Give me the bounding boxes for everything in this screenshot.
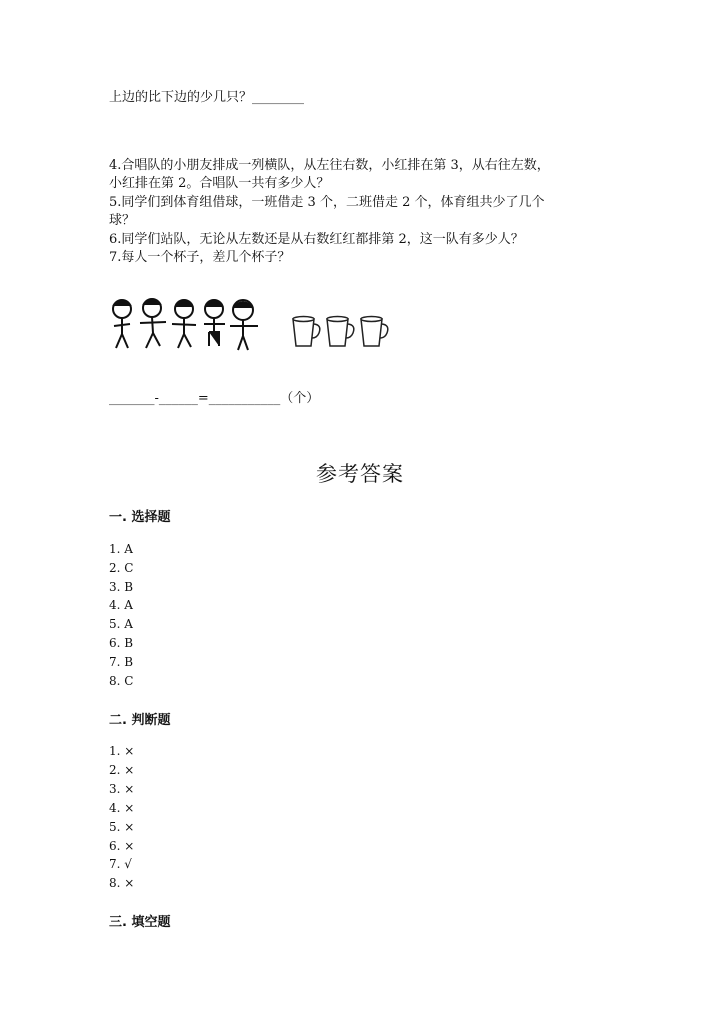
child-figure xyxy=(140,299,166,348)
section-2-heading: 二. 判断题 xyxy=(109,713,171,728)
answer-item: 6. B xyxy=(109,636,134,650)
answer-item: 3. × xyxy=(109,782,135,796)
answer-item: 4. × xyxy=(109,801,135,815)
answer-item: 7. B xyxy=(109,655,134,669)
question-5-line-1: 5.同学们到体育组借球，一班借走 3 个，二班借走 2 个，体育组共少了几个 xyxy=(109,195,545,210)
child-figure xyxy=(230,300,258,350)
answer-item: 7. √ xyxy=(109,857,132,871)
section-3-heading: 三. 填空题 xyxy=(109,915,171,930)
answer-item: 5. A xyxy=(109,617,133,631)
cup xyxy=(327,317,354,347)
answer-item: 1. A xyxy=(109,542,133,556)
answer-key-title: 参考答案 xyxy=(316,462,404,486)
cup xyxy=(361,317,388,347)
child-figure xyxy=(204,300,225,346)
answer-item: 6. × xyxy=(109,839,135,853)
question-4-line-2: 小红排在第 2。合唱队一共有多少人？ xyxy=(109,176,330,191)
answer-item: 3. B xyxy=(109,580,134,594)
question-7: 7.每人一个杯子，差几个杯子？ xyxy=(109,250,291,265)
question-6: 6.同学们站队，无论从左数还是从右数红红都排第 2，这一队有多少人？ xyxy=(109,232,524,247)
child-figure xyxy=(113,300,131,348)
answer-item: 2. C xyxy=(109,561,134,575)
equation-blank: _______-______=___________（个） xyxy=(109,391,320,406)
question-5-line-2: 球？ xyxy=(109,213,136,228)
answer-item: 1. × xyxy=(109,744,135,758)
answer-item: 5. × xyxy=(109,820,135,834)
answer-item: 8. C xyxy=(109,674,134,688)
cup xyxy=(293,317,320,347)
answer-item: 8. × xyxy=(109,876,135,890)
section-1-heading: 一. 选择题 xyxy=(109,510,171,525)
question-4-line-1: 4.合唱队的小朋友排成一列横队，从左往右数，小红排在第 3，从右往左数， xyxy=(109,158,550,173)
question-3-tail: 上边的比下边的少几只？________ xyxy=(109,90,305,105)
child-figure xyxy=(172,300,196,348)
answer-item: 2. × xyxy=(109,763,135,777)
children-illustration xyxy=(108,296,268,354)
cups-illustration xyxy=(290,314,394,350)
answer-item: 4. A xyxy=(109,598,133,612)
